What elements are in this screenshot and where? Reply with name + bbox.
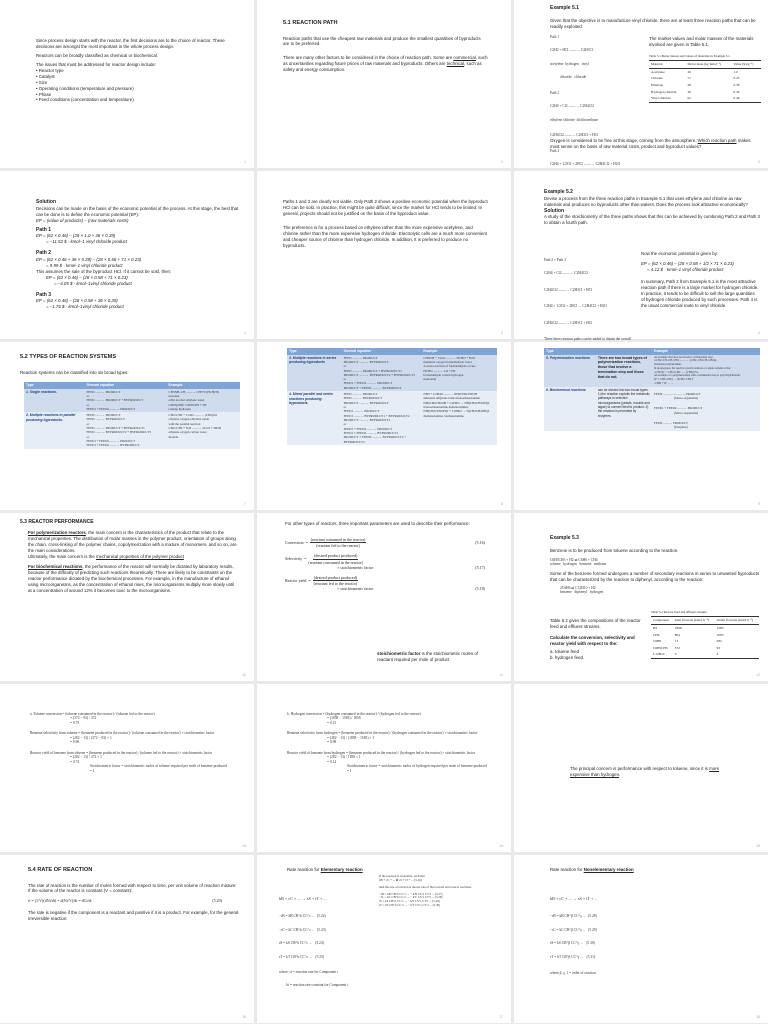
page-number: 3 <box>758 160 760 165</box>
s13-calcs: a. Toluene conversion = (toluene consumed in the reactor) / (toluene fed to the reactor) = (372 − 93) / 372 = 0.75 Benzene selectivity from toluene = (benzene produced in the reactor) / (toluene consumed in the reactor) × stoichiometric factor = (282 − 13) / (372 − 93) × 1 = 0.96 Reactor yield of benzene from toluene = (benzene produced in the reactor) / (toluene fed to the reactor) × stoichiometric factor = (282 − 13) / 372 × 1 = 0.72 Stoichiometric factor = stoichiometric moles of toluene required per mole of benzene produced = 1 <box>30 712 227 773</box>
s3-paths: Path 1 C2H2 + HCl ——→ C2H3Cl acetylene hydrogen vinyl chloride chloride Path 2 C2H4 + Cl2 ——→ C2H4Cl2 ethylene chlorine dichloroethane C2H4Cl2 ——→ C2H3Cl + HCl Path 3 C2H4 + 1/2O2 + 2HCl ——→ C2H4Cl2 + H2O <box>550 34 621 167</box>
page-number: 1 <box>244 160 246 165</box>
s7-p1: Reaction systems can be classified into six broad types: <box>20 369 129 375</box>
s6-ep: EP = (62 × 0.46) – (28 × 0.58 + 1/2 × 71 × 0.23) = 4.12 $ · kmol–1 vinyl chloride product <box>641 260 734 272</box>
s1-intro: Since process design starts with the reactor, the first decisions are to the choice of reactor. These decisions are amongst the most important in the whole process design. <box>36 38 225 49</box>
s12-table-caption: Table 5.2 Reactor feed and effluent streams. <box>651 610 708 614</box>
table-row: 5. Polymerization reactions There are two broad types of polymerization reactions, those that involve a termination step and those that do not. An example that does not involve a termination step: n CH2=CH–CH=CH2 ——→ –(CH2–CH=CH–CH2)n– butadiene polybutadiene In propagation, the reactive growth radicals or cations remain active: –(CH2)n– + CH2=CH2 → –(CH2)n+2– An example of a polymerization with a termination step is polyvinylchloride: R• + CH2=CHCl → RCH2–CHCl• –CHR + R• → ... <box>544 355 760 387</box>
slide-4 <box>0 171 254 339</box>
table-row: Acetylene 26 1.0 <box>651 69 738 74</box>
s6-solution: Solution <box>544 207 564 214</box>
s7-table: Type General equation Example 1. Single reactions. FEED ——→ PRODUCT or FEED ——→ PRODUCT + BYPRODUCT or FEED1 + FEED2 ——→ PRODUCT CH3NH–CH ——→ CH3+C(HCH)3N isoprene ethyl alcohol ethylene water C6H5(OH)+ C6H5CH3 + H2 toluene hydrogen 2. Multiple reactions in parallel producing byproducts. FEED ——→ PRODUCT FEED ——→ BYPRODUCT or FEED ——→ PRODUCT + BYPRODUCT1 FEED ——→ BYPRODUCT2 + BYPRODUCT3 or FEED1 + FEED2 ——→ PRODUCT FEED1 + FEED2 ——→ BYPRODUCT CH2=CH2 + 1/2O2 ——→ (CH2)2O ethylene oxygen ethylene oxide with the parallel reaction CH2=CH2 + 3O2 ——→ 2CO2 + 2H2O ethylene oxygen carbon water dioxide <box>24 382 240 449</box>
s12-task: Calculate the conversion, selectivity and reactor yield with respect to the: <box>550 634 635 646</box>
s12-eq2: 2C6H6 ⇌ C12H10 + H2 benzene diphenyl hydrogen <box>560 585 604 595</box>
table-row: Chlorine 71 0.23 <box>651 76 740 81</box>
table-row: 4. Mixed parallel and series reactions producing byproducts. FEED ——→ PRODUCT FEED ——→ BYPRODUCT PRODUCT ——→ BYPRODUCT or FEED1 ——→ PRODUCT FEED1 ——→ BYPRODUCT1 + BYPRODUCT2 PRODUCT ——→ BYPRODUCT1 or FEED1 + FEED2 ——→ PRODUCT FEED1 + FEED2 ——→ BYPRODUCT1 PRODUCT + FEED2 ——→ BYPRODUCT2 + BYPRODUCT3 NH3 + C2H4O ——→ NH2CH2CH2OH ammonia ethylene oxide monoethanolamine NH2CH2CH2OH + C2H4O → NH(CH2CH2OH)2 monoethanolamine diethanolamine NH(CH2CH2OH)2 + C2H4O → N(CH2CH2OH)3 diethanolamine triethanolamine <box>287 391 497 445</box>
slide-7 <box>0 342 254 510</box>
table-row: C12H10 0 4 <box>651 651 759 658</box>
s1-classify: Reactors can be broadly classified as chemical or biochemical. <box>36 52 159 58</box>
s2-p1: Reaction paths that use the cheapest raw materials and produce the smallest quantities of byproducts are to be preferred. <box>283 35 481 47</box>
slide-18 <box>514 855 768 1023</box>
table-row: 3. Multiple reactions in series producing byproducts FEED ——→ PRODUCT PRODUCT ——→ BYPRODUCT or FEED ——→ PRODUCT + BYPRODUCT1 PRODUCT ——→ BYPRODUCT2 + BYPRODUCT3 or FEED1 + FEED2 ——→ PRODUCT PRODUCT + FEED2 ——→ BYPRODUCT CH3OH + 1/2O2 ——→ HCHO + H2O methanol oxygen formaldehyde water A series reaction of formaldehyde occurs HCHO ——→ CO + H2 formaldehyde carbon hydrogen monoxide <box>287 355 497 392</box>
page-number: 5 <box>501 331 503 336</box>
s4-path3: Path 3 <box>36 291 52 298</box>
s18-eqs: bB + cC + ... → sS + tT + ... −rB = kB CB^β CC^γ ... (5.28) −rC = kC CB^β CC^γ ... (5.29) rS = kS CB^β CC^γ ... (5.30) rT = kT CB^β CC^γ ... (5.31) where β, γ, ζ = order of reaction <box>550 895 598 975</box>
s12-eq: C6H5CH3 + H2 ⇌ C6H6 + CH4 toluene hydrogen benzene methane <box>550 557 607 567</box>
page-number: 6 <box>758 331 760 336</box>
s1-issues-intro: The issues that must be addressed for reactor design include: <box>36 61 157 67</box>
s5-p2: The preference is for a process based on ethylene rather than the more expensive acetylene, and chlorine rather than the more expensive hydrogen chloride. Electrolytic cells are a much more convenient and cheaper source of chlorine than hydrogen chloride. In addition, it is preferred to produce no byproducts. <box>283 224 488 248</box>
s7-title: 5.2 TYPES OF REACTION SYSTEMS <box>20 354 117 360</box>
slide-14 <box>257 684 511 852</box>
slide-10 <box>0 513 254 681</box>
s4-ep: EP = (value of products) – (raw materials costs) <box>36 217 129 223</box>
slide-1 <box>0 0 254 168</box>
page-number: 7 <box>244 502 246 507</box>
s12-title: Example 5.3 <box>550 535 579 541</box>
s10-p2: For biochemical reactions, the performance of the reactor will normally be dictated by laboratory results, because of the difficulty of predicting such reactions theoretically. There are likely to be constraints on the reactor performance dictated by the biochemical processes. For example, in the manufacture of ethanol using microorganisms, as the concentration of ethanol rises, the microorganisms multiply more slowly until at a concentration of around 12% it becomes toxic to the microorganisms. <box>28 564 235 594</box>
s6-eqs: Path 2 + Path 3 C2H4 + Cl2 ——→ C2H4Cl2 C2H4Cl2 ——→ C2H3Cl + HCl C2H4 + 1/2O2 + 2HCl → C2H4Cl2 + H2O C2H4Cl2 ——→ C2H3Cl + HCl These three reaction paths can be added to obtain the overall <box>544 257 632 342</box>
s17-eqs-rev: If the reaction is reversible, such that bB + cC + ... ⇌ sS + tT + ... (5.26) then the rate of reaction is the net rate of the forward and reverse reactions. −rB = kB CB^b CC^c ... − k'B CS^s CT^t ... (5.27) −rC = kC CB^b CC^c ... − k'C CS^s CT^t ... (5.28) rS = kS CB^b CC^c ... − k'S CS^s CT^t ... (5.29) rT = kT CB^b CC^c ... − k'T CS^s CT^t ... (5.30) <box>379 874 472 908</box>
s1-issues-list <box>36 68 236 104</box>
s15-p1: The principal concern is performance with respect to toluene, since it is more expensive than hydrogen. <box>570 766 720 777</box>
table-row: 2. Multiple reactions in parallel producing byproducts. FEED ——→ PRODUCT FEED ——→ BYPRODUCT or FEED ——→ PRODUCT + BYPRODUCT1 FEED ——→ BYPRODUCT2 + BYPRODUCT3 or FEED1 + FEED2 ——→ PRODUCT FEED1 + FEED2 ——→ BYPRODUCT CH2=CH2 + 1/2O2 ——→ (CH2)2O ethylene oxygen ethylene oxide with the parallel reaction CH2=CH2 + 3O2 ——→ 2CO2 + 2H2O ethylene oxygen carbon water dioxide <box>24 412 240 449</box>
s3-market: The market values and molar masses of the materials involved are given in Table 5.1. <box>649 36 754 47</box>
table-row: C6H6 13 282 <box>653 639 722 644</box>
s16-p1: The rate of reaction is the number of moles formed with respect to time, per unit volume of reaction mixture: <box>28 882 237 888</box>
s4-p2note: This assumes the sale of the byproduct HCl. If it cannot be sold, then: <box>36 268 172 274</box>
table-row: H2 1858 1583 <box>653 625 724 630</box>
s17-title: Rate reaction for Elementary reaction <box>287 867 363 872</box>
s16-title: 5.4 RATE OF REACTION <box>28 867 93 873</box>
s6-title: Example 5.2 <box>544 189 573 195</box>
s10-p1b: Ultimately, the main concern is the mechanical properties of the polymer product <box>28 553 184 559</box>
s17-eqs: bB + cC + ... → sS + tT + ... −rB = kB CB^b CC^c ... (5.22) −rC = kC CB^b CC^c ... (5.23) rS = kS CB^b CC^c ... (5.24) rT = kT CB^b CC^c ... (5.25) where ri = reaction rate for Component i ki = reaction rate constant for Component i <box>279 895 349 988</box>
page-number: 13 <box>242 844 246 849</box>
s4-path2-eq2: EP = (62 × 0.46) – (28 × 0.58 + 71 × 0.23) = –4.05 $ · kmol–1vinyl chloride product <box>46 274 132 286</box>
page-number: 15 <box>756 844 760 849</box>
s3-p1: Given that the objective is to manufacture vinyl chloride, there are at least three reaction paths that can be readily exploited. <box>550 17 756 29</box>
list-item: • Catalyst <box>36 74 236 80</box>
slide-12 <box>514 513 768 681</box>
s4-path2-eq: EP = (62 × 0.46 + 36 × 0.39) – (28 × 0.58 + 71 × 0.23) = 9.99 $ · kmol–1 vinyl chloride product <box>36 256 142 268</box>
s16-p3: The rate is negative if the component is a reactant and positive if it is a product. For example, for the general irreversible reaction: <box>28 909 239 921</box>
s12-p1: Benzene is to be produced from toluene according to the reaction. <box>550 547 679 553</box>
slide-16 <box>0 855 254 1023</box>
s4-path2: Path 2 <box>36 250 52 257</box>
table-row: CH4 804 1083 <box>653 632 724 637</box>
table-row: C6H5CH3 372 93 <box>653 645 721 650</box>
slide-13 <box>0 684 254 852</box>
s6-p1: Devise a process from the three reaction paths in Example 5.1 that uses ethylene and chlorine as raw materials and produces no byproducts other than water4. Does the process look attractive economically? <box>544 195 748 207</box>
s12-b: b. hydrogen feed. <box>550 654 585 660</box>
s6-ep-intro: Now the economic potential is given by: <box>641 251 719 256</box>
s12-table: Component Inlet flowrate (kmol·h⁻¹) Outlet flowrate (kmol·h⁻¹) H2 1858 1583 CH4 804 1083 C6H6 13 282 C6H5CH3 372 93 C12H10 0 4 <box>651 616 759 659</box>
s6-p2: A study of the stoichiometry of the three paths shows that this can be achieved by combining Path 2 and Path 3 to obtain a fourth path. <box>544 214 761 226</box>
s8-table: Type General equation Example 3. Multiple reactions in series producing byproducts FEED ——→ PRODUCT PRODUCT ——→ BYPRODUCT or FEED ——→ PRODUCT + BYPRODUCT1 PRODUCT ——→ BYPRODUCT2 + BYPRODUCT3 or FEED1 + FEED2 ——→ PRODUCT PRODUCT + FEED2 ——→ BYPRODUCT CH3OH + 1/2O2 ——→ HCHO + H2O methanol oxygen formaldehyde water A series reaction of formaldehyde occurs HCHO ——→ CO + H2 formaldehyde carbon hydrogen monoxide 4. Mixed parallel and series reactions producing byproducts. FEED ——→ PRODUCT FEED ——→ BYPRODUCT PRODUCT ——→ BYPRODUCT or FEED1 ——→ PRODUCT FEED1 ——→ BYPRODUCT1 + BYPRODUCT2 PRODUCT ——→ BYPRODUCT1 or FEED1 + FEED2 ——→ PRODUCT FEED1 + FEED2 ——→ BYPRODUCT1 PRODUCT + FEED2 ——→ BYPRODUCT2 + BYPRODUCT3 NH3 + C2H4O ——→ NH2CH2CH2OH ammonia ethylene oxide monoethanolamine NH2CH2CH2OH + C2H4O → NH(CH2CH2OH)2 monoethanolamine diethanolamine NH(CH2CH2OH)2 + C2H4O → N(CH2CH2OH)3 diethanolamine triethanolamine <box>287 348 497 445</box>
s14-calcs: b. Hydrogen conversion = (hydrogen consumed in the reactor) / (hydrogen fed to the reactor) = (1858 − 1583) / 1858 = 0.15 Benzene selectivity from hydrogen = (benzene produced in the reactor) / (hydrogen consumed in the reactor) × stoichiometric factor = (282 − 13) / (1858 − 1583) × 1 = 0.98 Reactor yield of benzene from hydrogen = (benzene produced in the reactor) / (hydrogen fed to the reactor) × stoichiometric factor = (282 − 13) / 1858 × 1 = 0.14 Stoichiometric factor = stoichiometric moles of hydrogen required per mole of benzene produced = 1 <box>287 712 487 773</box>
s10-p1: For polymerization reactors, the main concern is the characteristics of the product that relate to the mechanical properties. The distribution of molar masses in the polymer product, orientation of groups along the chain, cross-linking of the polymer chains, copolymerization with a mixture of monomers, and so on, are the main considerations. <box>28 529 237 553</box>
table-row: Vinyl chloride 62 0.46 <box>649 95 761 102</box>
slide-3 <box>514 0 768 168</box>
s3-table-caption: Table 5.1 Molar masses and values of materials in Example 5.1. <box>649 53 731 58</box>
s9-table: Type Example 5. Polymerization reactions There are two broad types of polymerization reactions, those that involve a termination step and those that do not. An example that does not involve a termination step: n CH2=CH–CH=CH2 ——→ –(CH2–CH=CH–CH2)n– butadiene polybutadiene In propagation, the reactive growth radicals or cations remain active: –(CH2)n– + CH2=CH2 → –(CH2)n+2– An example of a polymerization with a termination step is polyvinylchloride: R• + CH2=CHCl → RCH2–CHCl• –CHR + R• → ... 6. Biochemical reactions can be divided into two broad types. 1) the reaction exploits the metabolic pathways in selected microorganisms (yeasts, moulds and algae) to convert feed to product. 2) the reaction is promoted by enzymes. FEED ——————→ PRODUCT (Micro-organisms) FEED1 + FEED2 ——→ PRODUCT (Micro-organisms) FEED ——→ PRODUCT (Enzymes) <box>544 348 760 431</box>
s11-note: stoichiometric factor is the stoichiometric moles of reactant required per mole of product <box>377 651 479 662</box>
s18-title: Rate reaction for Nonelementary reaction <box>550 867 634 872</box>
page-number: 16 <box>242 1015 246 1020</box>
slide-2 <box>257 0 511 168</box>
page-number: 17 <box>499 1015 503 1020</box>
slide-15 <box>514 684 768 852</box>
table-row: Hydrogen chloride 36 0.39 <box>651 89 740 94</box>
s2-title: 5.1 REACTION PATH <box>283 20 338 26</box>
table-row: 1. Single reactions. FEED ——→ PRODUCT or FEED ——→ PRODUCT + BYPRODUCT or FEED1 + FEED2 ——→ PRODUCT CH3NH–CH ——→ CH3+C(HCH)3N isoprene ethyl alcohol ethylene water C6H5(OH)+ C6H5CH3 + H2 toluene hydrogen <box>24 389 240 413</box>
list-item: • Size <box>36 80 236 86</box>
page-number: 8 <box>501 502 503 507</box>
slide-11 <box>257 513 511 681</box>
s5-p1: Paths 1 and 3 are clearly not viable. Only Path 2 shows a positive economic potential when the byproduct HCl can be sold. In practice, this might be quite difficult, since the market for HCl tends to be limited. In general, projects should not be justified on the basis of the byproduct value. <box>283 199 488 216</box>
slide-8 <box>257 342 511 510</box>
s3-p2: Oxygen is considered to be free at this stage, coming from the atmosphere. Which reaction path makes most sense on the basis of raw material costs, product and byproduct values? <box>550 138 751 149</box>
s12-p3: Table 5.2 gives the compositions of the reactor feed and effluent streams. <box>550 618 641 629</box>
slide-5 <box>257 171 511 339</box>
page-number: 18 <box>756 1015 760 1020</box>
s11-p1: For other types of reactors, three important parameters are used to describe their performance: <box>285 521 470 526</box>
s6-summary: In summary, Path 2 from Example 5.1 is the most attractive reaction path if there is a large market for hydrogen chloride. In practice, it tends to be difficult to sell the large quantities of hydrogen chloride produced by such processes. Path 4 is the usual commercial route to vinyl chloride. <box>641 278 759 308</box>
page-number: 4 <box>244 331 246 336</box>
page-number: 9 <box>758 502 760 507</box>
s4-path1-eq: EP = (62 × 0.46) – (26 × 1.0 + 36 × 0.39) = –11.52 $ · kmol–1 vinyl chloride product <box>36 233 128 245</box>
page-number: 14 <box>499 844 503 849</box>
table-row: 6. Biochemical reactions can be divided into two broad types. 1) the reaction exploits the metabolic pathways in selected microorganisms (yeasts, moulds and algae) to convert feed to product. 2) the reaction is promoted by enzymes. FEED ——————→ PRODUCT (Micro-organisms) FEED1 + FEED2 ——→ PRODUCT (Micro-organisms) FEED ——→ PRODUCT (Enzymes) <box>544 387 760 431</box>
s2-p2: There are many other factors to be considered in the choice of reaction path. Some are commercial, such as uncertainties regarding future prices of raw materials and byproducts. Others are technical, such as safety and energy consumption. <box>283 55 488 73</box>
list-item: • Reactor type <box>36 68 236 74</box>
s4-solution: Solution <box>36 199 56 205</box>
list-item: • Operating conditions (temperature and pressure) <box>36 86 236 92</box>
s4-p1: Decisions can be made on the basis of the economic potential of the process. At this stage, the best that can be done is to define the economic potential (EP): <box>36 205 239 217</box>
slide-6 <box>514 171 768 342</box>
table-row: Ethylene 28 0.58 <box>651 82 740 87</box>
s11-equations: Conversion = $\frac{\text{(reactant consumed in the reactor)}}{\text{(reactant fed to the reactor)}}$ (5.16) Selectivity = $\frac{\text{(desired product produced)}}{\text{(reactant consumed in the reactor)}}$ × stoichiometric factor (5.17) Reactor yield = $\frac{\text{(desired product produced)}}{\text{(reactant fed to the reactor)}}$ × stoichiometric factor (5.18) <box>285 537 485 592</box>
page-number: 10 <box>242 673 246 678</box>
s12-p2: Some of the benzene formed undergoes a number of secondary reactions in series to unwanted byproducts that can be characterized by the reaction to diphenyl, according to the reaction: <box>550 570 760 582</box>
slide-17 <box>257 855 511 1023</box>
page-number: 2 <box>501 160 503 165</box>
page-number: 11 <box>499 673 503 678</box>
s3-title: Example 5.1 <box>550 5 579 11</box>
s4-path1: Path 1 <box>36 226 52 233</box>
list-item: • Phase <box>36 92 236 98</box>
slide-9 <box>514 342 768 510</box>
s12-a: a. toluene feed <box>550 648 580 654</box>
list-item: • Feed conditions (concentration and temperature). <box>36 97 236 103</box>
s4-path3-eq: EP = (62 × 0.46) – (28 × 0.58 + 36 × 0.39) = –1.76 $ · kmol–1vinyl chloride product <box>36 298 124 310</box>
s10-title: 5.3 REACTOR PERFORMANCE <box>20 519 94 525</box>
s16-p2: If the volume of the reactor is constant (V = constant): <box>28 888 133 894</box>
s16-eq: ri = (1/V)(dNi/dt) = d(Ni/V)/dt = dCi/dt (5.20) <box>28 898 222 904</box>
s3-table: Material Molar mass (kg·kmol⁻¹) Value ($·kg⁻¹) Acetylene 26 1.0 Chlorine 71 0.23 Ethylene 28 0.58 Hydrogen chloride 36 0.39 Vinyl chloride 62 0.46 <box>649 60 761 103</box>
page-number: 12 <box>756 673 760 678</box>
